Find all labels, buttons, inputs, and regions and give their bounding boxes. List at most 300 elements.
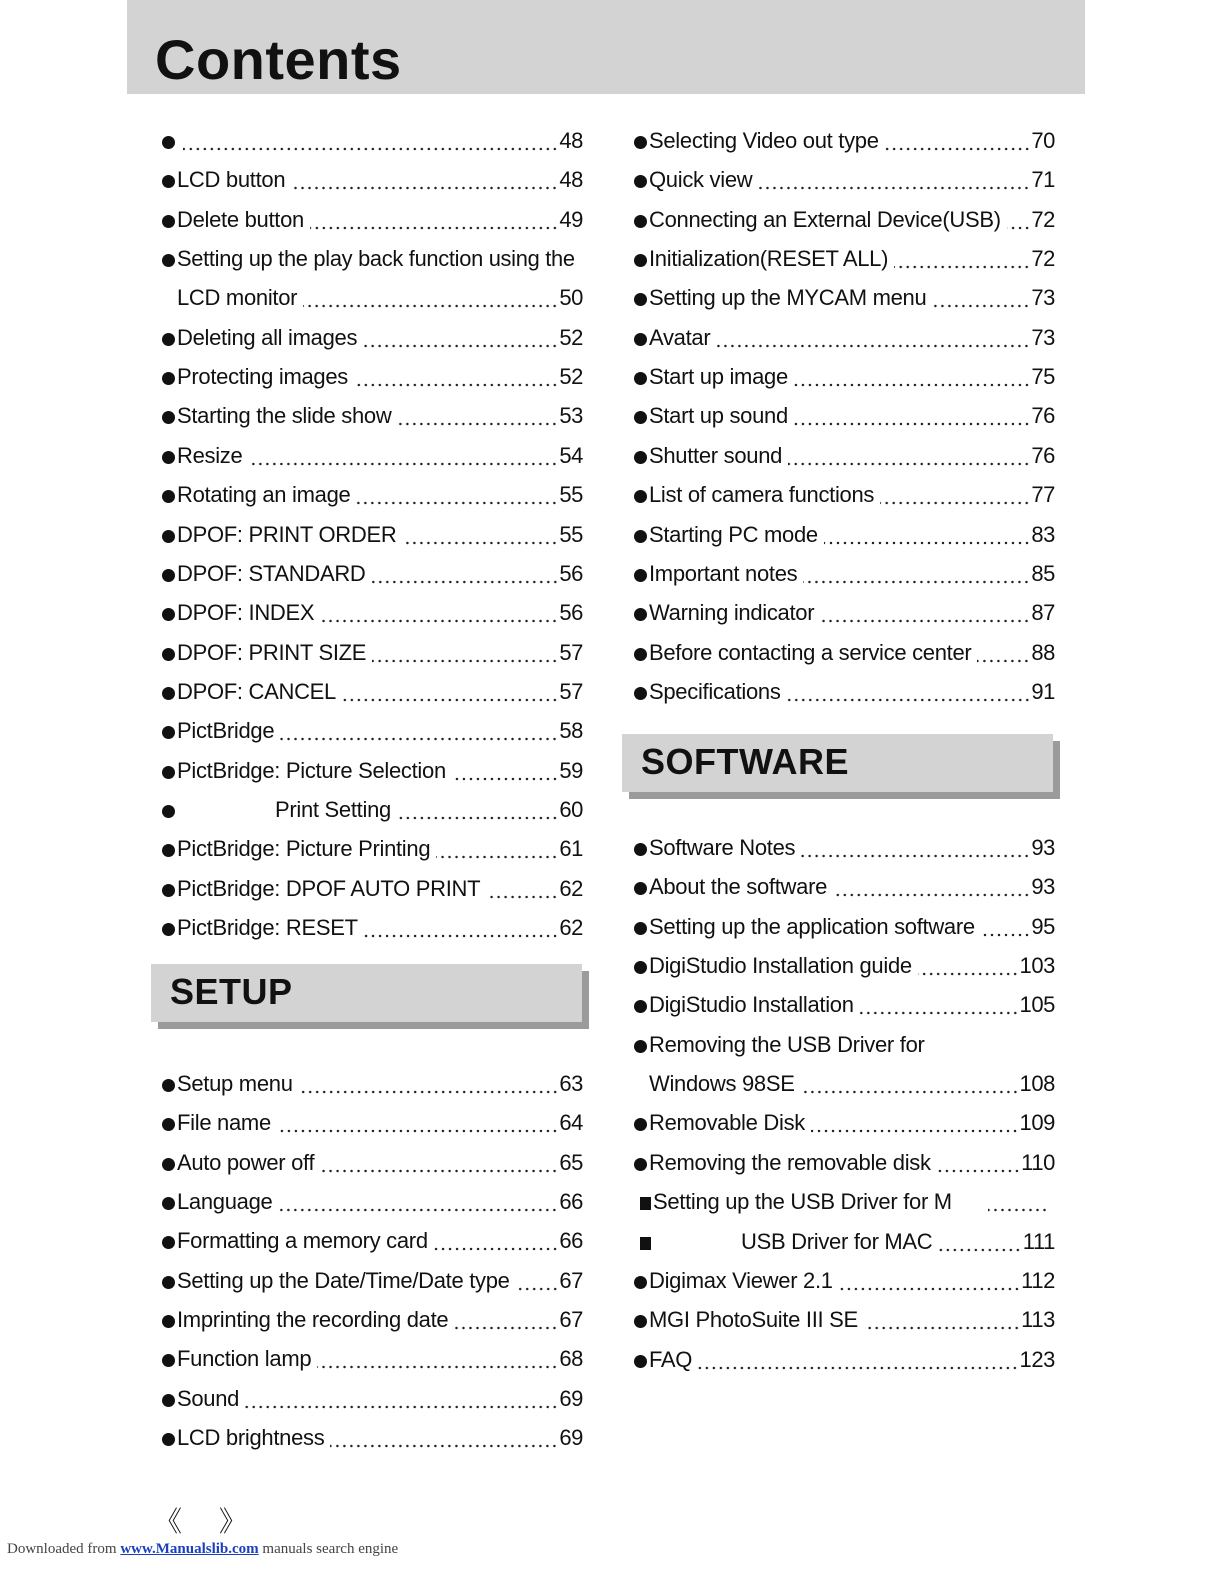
bullet-icon xyxy=(634,1079,647,1092)
toc-row[interactable] xyxy=(632,474,1055,508)
toc-page-number: 76 xyxy=(1031,403,1055,429)
bullet-icon xyxy=(162,215,175,228)
dot-leader xyxy=(277,1111,558,1133)
toc-page-number: 69 xyxy=(559,1425,583,1451)
toc-label: File name xyxy=(177,1110,271,1136)
toc-page-number: 93 xyxy=(1031,874,1055,900)
setup-section-header xyxy=(151,964,582,1022)
toc-row[interactable] xyxy=(160,1338,583,1372)
bullet-icon xyxy=(634,175,647,188)
toc-page-number: 91 xyxy=(1031,678,1055,704)
toc-page-number: 59 xyxy=(559,757,583,783)
toc-page-number: 49 xyxy=(559,206,583,232)
bullet-icon xyxy=(162,136,175,149)
toc-row[interactable] xyxy=(160,907,583,941)
toc-row[interactable] xyxy=(632,238,1055,272)
dot-leader xyxy=(833,875,1030,897)
toc-row[interactable] xyxy=(632,317,1055,351)
toc-page-number: 67 xyxy=(559,1307,583,1333)
toc-page-number: 61 xyxy=(559,836,583,862)
dot-leader xyxy=(372,641,558,663)
bullet-icon xyxy=(162,1354,175,1367)
toc-label: DPOF: PRINT ORDER xyxy=(177,521,397,547)
bullet-icon xyxy=(162,530,175,543)
toc-label: Auto power off xyxy=(177,1149,315,1175)
dot-leader xyxy=(397,404,558,426)
toc-row[interactable] xyxy=(160,199,583,233)
bullet-icon xyxy=(162,1276,175,1289)
dot-leader xyxy=(402,523,558,545)
toc-label: PictBridge: DPOF AUTO PRINT xyxy=(177,875,481,901)
bullet-icon xyxy=(162,1158,175,1171)
dot-leader xyxy=(988,1190,1048,1212)
toc-page-number: 66 xyxy=(559,1189,583,1215)
toc-label: Print Setting xyxy=(275,796,391,822)
bullet-icon xyxy=(162,923,175,936)
toc-page-number: 108 xyxy=(1019,1071,1055,1097)
toc-page-number: 63 xyxy=(559,1071,583,1096)
toc-row[interactable] xyxy=(632,671,1055,705)
toc-page-number: 55 xyxy=(559,521,583,547)
toc-page-number: 83 xyxy=(1031,521,1055,547)
toc-label: Function lamp xyxy=(177,1346,312,1372)
toc-label: DigiStudio Installation guide xyxy=(649,953,912,979)
toc-page-number: 48 xyxy=(559,128,583,153)
toc-row[interactable] xyxy=(632,1260,1055,1294)
toc-page-number: 72 xyxy=(1031,246,1055,272)
toc-page-number: 77 xyxy=(1031,482,1055,508)
toc-row[interactable] xyxy=(160,474,583,508)
footer xyxy=(7,1541,398,1558)
bullet-icon xyxy=(634,569,647,582)
toc-page-number: 60 xyxy=(559,796,583,822)
bullet-icon xyxy=(162,1118,175,1131)
toc-row[interactable] xyxy=(160,1378,583,1412)
dot-leader xyxy=(811,1111,1019,1133)
toc-label: Setting up the Date/Time/Date type xyxy=(177,1267,510,1293)
toc-row[interactable] xyxy=(160,395,583,429)
dot-leader xyxy=(894,247,1030,269)
dot-leader xyxy=(342,680,558,702)
toc-page-number: 110 xyxy=(1021,1149,1055,1175)
toc-page-number: 66 xyxy=(559,1228,583,1254)
toc-row[interactable] xyxy=(160,553,583,587)
toc-row[interactable] xyxy=(632,159,1055,193)
toc-row[interactable] xyxy=(160,632,583,666)
bullet-icon xyxy=(162,884,175,897)
toc-label: Setting up the MYCAM menu xyxy=(649,285,927,311)
dot-leader xyxy=(932,286,1030,308)
toc-label: Windows 98SE xyxy=(649,1071,795,1097)
toc-row[interactable] xyxy=(160,1417,583,1451)
dot-leader xyxy=(716,326,1030,348)
dot-leader xyxy=(299,1072,559,1094)
dot-leader xyxy=(310,208,558,230)
dot-leader xyxy=(434,1229,559,1251)
bullet-icon xyxy=(634,882,647,895)
dot-leader xyxy=(183,129,558,151)
toc-row[interactable] xyxy=(160,789,583,823)
toc-page-number: 57 xyxy=(559,639,583,665)
toc-label: PictBridge xyxy=(177,718,275,744)
toc-label: Setup menu xyxy=(177,1071,293,1096)
bullet-icon xyxy=(162,490,175,503)
bullet-icon xyxy=(634,333,647,346)
toc-label: DPOF: PRINT SIZE xyxy=(177,639,367,665)
bullet-icon xyxy=(162,372,175,385)
toc-page-number: 85 xyxy=(1031,560,1055,586)
bullet-icon xyxy=(162,766,175,779)
toc-row[interactable] xyxy=(160,120,583,154)
toc-label: Imprinting the recording date xyxy=(177,1307,449,1333)
toc-label: Language xyxy=(177,1189,273,1215)
dot-leader xyxy=(245,1387,558,1409)
bullet-icon xyxy=(162,687,175,700)
toc-row[interactable] xyxy=(160,592,583,626)
toc-page-number: 57 xyxy=(559,678,583,704)
toc-label: List of camera functions xyxy=(649,482,875,508)
dot-leader xyxy=(303,286,558,308)
toc-page-number: 52 xyxy=(559,324,583,350)
bullet-icon xyxy=(634,843,647,856)
dot-leader xyxy=(820,601,1030,623)
right-column xyxy=(632,0,1055,1500)
bullet-icon xyxy=(634,608,647,621)
toc-label: Avatar xyxy=(649,324,711,350)
bullet-icon xyxy=(162,254,175,267)
toc-row[interactable] xyxy=(632,120,1055,154)
toc-label: Shutter sound xyxy=(649,442,783,468)
toc-label: DigiStudio Installation xyxy=(649,992,854,1018)
bullet-icon xyxy=(162,569,175,582)
toc-row[interactable] xyxy=(160,1063,583,1097)
toc-page-number: 75 xyxy=(1031,364,1055,390)
bullet-icon xyxy=(162,844,175,857)
toc-page-number: 71 xyxy=(1031,167,1055,193)
dot-leader xyxy=(937,1151,1020,1173)
toc-label: Starting PC mode xyxy=(649,521,818,547)
toc-row[interactable] xyxy=(632,1299,1055,1333)
dot-leader xyxy=(801,1072,1019,1094)
toc-page-number: 93 xyxy=(1031,835,1055,860)
dot-leader xyxy=(758,168,1030,190)
toc-label: Removing the removable disk xyxy=(649,1149,931,1175)
dot-leader xyxy=(436,837,558,859)
left-column xyxy=(160,0,583,1500)
software-section-title: SOFTWARE xyxy=(641,741,849,782)
bullet-icon xyxy=(162,1394,175,1407)
toc-label: Setting up the application software xyxy=(649,913,975,939)
bullet-icon xyxy=(640,1237,651,1250)
dot-leader xyxy=(698,1348,1018,1370)
toc-label: PictBridge: RESET xyxy=(177,915,358,940)
toc-label: Formatting a memory card xyxy=(177,1228,428,1254)
bullet-icon xyxy=(634,136,647,149)
toc-label: Software Notes xyxy=(649,835,796,860)
dot-leader xyxy=(918,954,1019,976)
toc-page-number: 70 xyxy=(1031,128,1055,153)
page-title: Contents xyxy=(155,28,402,91)
toc-row[interactable] xyxy=(632,592,1055,626)
dot-leader xyxy=(803,562,1030,584)
toc-page-number: 68 xyxy=(559,1346,583,1372)
bullet-icon xyxy=(634,372,647,385)
toc-label: Protecting images xyxy=(177,364,348,390)
bullet-icon xyxy=(162,608,175,621)
toc-row[interactable] xyxy=(160,317,583,351)
toc-row[interactable] xyxy=(632,1102,1055,1136)
bullet-icon xyxy=(162,726,175,739)
toc-row[interactable] xyxy=(632,1181,1055,1215)
toc-page-number: 55 xyxy=(559,482,583,508)
footer-link[interactable]: www.Manualslib.com xyxy=(120,1541,259,1557)
dot-leader xyxy=(885,129,1031,151)
toc-row[interactable] xyxy=(160,277,583,311)
bullet-icon xyxy=(162,411,175,424)
toc-row[interactable] xyxy=(160,514,583,548)
dot-leader xyxy=(372,562,559,584)
bullet-icon xyxy=(640,1197,651,1210)
dot-leader xyxy=(397,798,558,820)
toc-row[interactable] xyxy=(160,710,583,744)
dot-leader xyxy=(363,326,558,348)
bullet-icon xyxy=(634,293,647,306)
dot-leader xyxy=(486,877,558,899)
toc-row[interactable] xyxy=(632,356,1055,390)
toc-label: Warning indicator xyxy=(649,600,815,626)
toc-row[interactable] xyxy=(160,435,583,469)
footer-suffix: manuals search engine xyxy=(262,1541,399,1557)
toc-page-number: 103 xyxy=(1019,953,1055,979)
toc-row[interactable] xyxy=(160,238,583,272)
toc-row[interactable] xyxy=(160,750,583,784)
toc-row[interactable] xyxy=(632,866,1055,900)
bullet-icon xyxy=(162,805,175,818)
software-section-header xyxy=(622,734,1053,792)
toc-label: Connecting an External Device(USB) xyxy=(649,206,1001,232)
toc-page-number: 52 xyxy=(559,364,583,390)
toc-row[interactable] xyxy=(160,1142,583,1176)
toc-label: DPOF: STANDARD xyxy=(177,560,366,586)
toc-row[interactable] xyxy=(632,1142,1055,1176)
toc-page-number: 109 xyxy=(1019,1110,1055,1136)
dot-leader xyxy=(248,444,558,466)
toc-label: Before contacting a service center xyxy=(649,639,972,665)
toc-row[interactable] xyxy=(160,671,583,705)
toc-page-number: 50 xyxy=(559,285,583,311)
toc-row[interactable] xyxy=(632,199,1055,233)
toc-label: Removable Disk xyxy=(649,1110,805,1136)
bullet-icon xyxy=(634,1040,647,1053)
bullet-icon xyxy=(162,1236,175,1249)
dot-leader xyxy=(794,404,1030,426)
toc-label: PictBridge: Picture Selection xyxy=(177,757,446,783)
bullet-icon xyxy=(162,1433,175,1446)
toc-label: Start up sound xyxy=(649,403,788,429)
dot-leader xyxy=(454,1308,558,1330)
footer-prefix: Downloaded from xyxy=(7,1541,117,1557)
toc-row[interactable] xyxy=(632,395,1055,429)
dot-leader xyxy=(794,365,1030,387)
setup-section-title: SETUP xyxy=(170,971,293,1012)
toc-row[interactable] xyxy=(632,514,1055,548)
bullet-icon xyxy=(634,687,647,700)
toc-row[interactable] xyxy=(160,1299,583,1333)
toc-label: Initialization(RESET ALL) xyxy=(649,246,889,272)
dot-leader xyxy=(1007,208,1031,230)
bullet-icon xyxy=(634,254,647,267)
bullet-icon xyxy=(634,451,647,464)
toc-label: Sound xyxy=(177,1385,240,1411)
toc-label: LCD brightness xyxy=(177,1425,325,1451)
dot-leader xyxy=(787,680,1031,702)
dot-leader xyxy=(452,759,558,781)
toc-label: Deleting all images xyxy=(177,324,358,350)
dot-leader xyxy=(880,483,1030,505)
toc-page-number: 56 xyxy=(559,560,583,586)
toc-row[interactable] xyxy=(632,1339,1055,1373)
toc-page-number: 123 xyxy=(1019,1346,1055,1372)
bullet-icon xyxy=(634,922,647,935)
toc-page-number: 88 xyxy=(1031,639,1055,665)
dot-leader xyxy=(938,1230,1021,1252)
dot-leader xyxy=(330,1426,558,1448)
toc-label: DPOF: INDEX xyxy=(177,600,315,626)
bullet-icon xyxy=(634,1355,647,1368)
toc-page-number: 72 xyxy=(1031,206,1055,232)
toc-row[interactable] xyxy=(632,553,1055,587)
toc-row[interactable] xyxy=(632,277,1055,311)
dot-leader xyxy=(516,1269,559,1291)
toc-row[interactable] xyxy=(160,356,583,390)
toc-page-number: 64 xyxy=(559,1110,583,1136)
toc-label: Important notes xyxy=(649,560,798,586)
dot-leader xyxy=(824,523,1030,545)
toc-page-number: 56 xyxy=(559,600,583,626)
toc-row[interactable] xyxy=(632,1063,1055,1097)
bullet-icon xyxy=(634,1118,647,1131)
dot-leader xyxy=(354,365,558,387)
toc-label: Starting the slide show xyxy=(177,403,392,429)
toc-label: Delete button xyxy=(177,206,304,232)
toc-label: About the software xyxy=(649,874,828,900)
page-nav-arrows[interactable]: 《 》 xyxy=(154,1505,261,1538)
bullet-icon xyxy=(634,1315,647,1328)
toc-label: Quick view xyxy=(649,167,753,193)
bullet-icon xyxy=(634,215,647,228)
toc-row[interactable] xyxy=(632,984,1055,1018)
toc-page-number: 73 xyxy=(1031,324,1055,350)
toc-label: MGI PhotoSuite III SE xyxy=(649,1307,858,1333)
dot-leader xyxy=(280,719,558,741)
toc-label: Setting up the USB Driver for M xyxy=(653,1189,952,1215)
dot-leader xyxy=(320,601,558,623)
toc-label: Resize xyxy=(177,442,243,468)
dot-leader xyxy=(317,1347,558,1369)
toc-label: Selecting Video out type xyxy=(649,128,879,153)
bullet-icon xyxy=(634,1158,647,1171)
toc-label: Removing the USB Driver for xyxy=(649,1031,925,1057)
dot-leader xyxy=(864,1308,1020,1330)
toc-page-number: 111 xyxy=(1022,1228,1055,1254)
bullet-icon xyxy=(162,333,175,346)
toc-row[interactable] xyxy=(632,632,1055,666)
toc-row[interactable] xyxy=(160,1220,583,1254)
toc-page-number: 48 xyxy=(559,167,583,193)
toc-page-number: 53 xyxy=(559,403,583,429)
dot-leader xyxy=(291,168,558,190)
bullet-icon xyxy=(634,961,647,974)
toc-page-number: 65 xyxy=(559,1149,583,1175)
toc-row[interactable] xyxy=(632,945,1055,979)
toc-label: Start up image xyxy=(649,364,788,390)
bullet-icon xyxy=(162,293,175,306)
dot-leader xyxy=(364,916,559,938)
toc-label: Specifications xyxy=(649,678,781,704)
bullet-icon xyxy=(162,451,175,464)
toc-row[interactable] xyxy=(160,1181,583,1215)
toc-row[interactable] xyxy=(632,1221,1055,1255)
bullet-icon xyxy=(634,1000,647,1013)
bullet-icon xyxy=(162,175,175,188)
toc-label: LCD button xyxy=(177,167,286,193)
toc-page-number: 95 xyxy=(1031,913,1055,939)
dot-leader xyxy=(788,444,1030,466)
toc-page-number: 69 xyxy=(559,1385,583,1411)
dot-leader xyxy=(839,1269,1020,1291)
toc-page-number: 58 xyxy=(559,718,583,744)
dot-leader xyxy=(356,483,558,505)
toc-row[interactable] xyxy=(160,1260,583,1294)
toc-page-number: 67 xyxy=(559,1267,583,1293)
toc-page-number: 73 xyxy=(1031,285,1055,311)
bullet-icon xyxy=(634,1276,647,1289)
dot-leader xyxy=(320,1151,558,1173)
bullet-icon xyxy=(634,530,647,543)
dot-leader xyxy=(801,836,1030,858)
toc-row[interactable] xyxy=(160,868,583,902)
toc-page-number: 112 xyxy=(1021,1267,1055,1293)
toc-row[interactable] xyxy=(632,1024,1055,1058)
toc-page-number: 87 xyxy=(1031,600,1055,626)
bullet-icon xyxy=(634,411,647,424)
toc-page-number: 113 xyxy=(1021,1307,1055,1333)
toc-row[interactable] xyxy=(632,435,1055,469)
bullet-icon xyxy=(634,648,647,661)
toc-label: PictBridge: Picture Printing xyxy=(177,836,431,862)
toc-row[interactable] xyxy=(160,828,583,862)
bullet-icon xyxy=(162,1315,175,1328)
toc-page-number: 105 xyxy=(1019,992,1055,1018)
dot-leader xyxy=(860,993,1019,1015)
toc-row[interactable] xyxy=(160,1102,583,1136)
toc-label: LCD monitor xyxy=(177,285,298,311)
toc-row[interactable] xyxy=(632,906,1055,940)
toc-label: Rotating an image xyxy=(177,482,351,508)
toc-page-number: 76 xyxy=(1031,442,1055,468)
dot-leader xyxy=(981,915,1031,937)
toc-row[interactable] xyxy=(160,159,583,193)
bullet-icon xyxy=(162,1079,175,1092)
bullet-icon xyxy=(162,1197,175,1210)
toc-label: DPOF: CANCEL xyxy=(177,678,336,704)
bullet-icon xyxy=(162,648,175,661)
toc-label: Digimax Viewer 2.1 xyxy=(649,1267,833,1293)
toc-row[interactable] xyxy=(632,827,1055,861)
toc-label: FAQ xyxy=(649,1346,693,1372)
toc-page-number: 62 xyxy=(559,875,583,901)
toc-page-number: 54 xyxy=(559,442,583,468)
